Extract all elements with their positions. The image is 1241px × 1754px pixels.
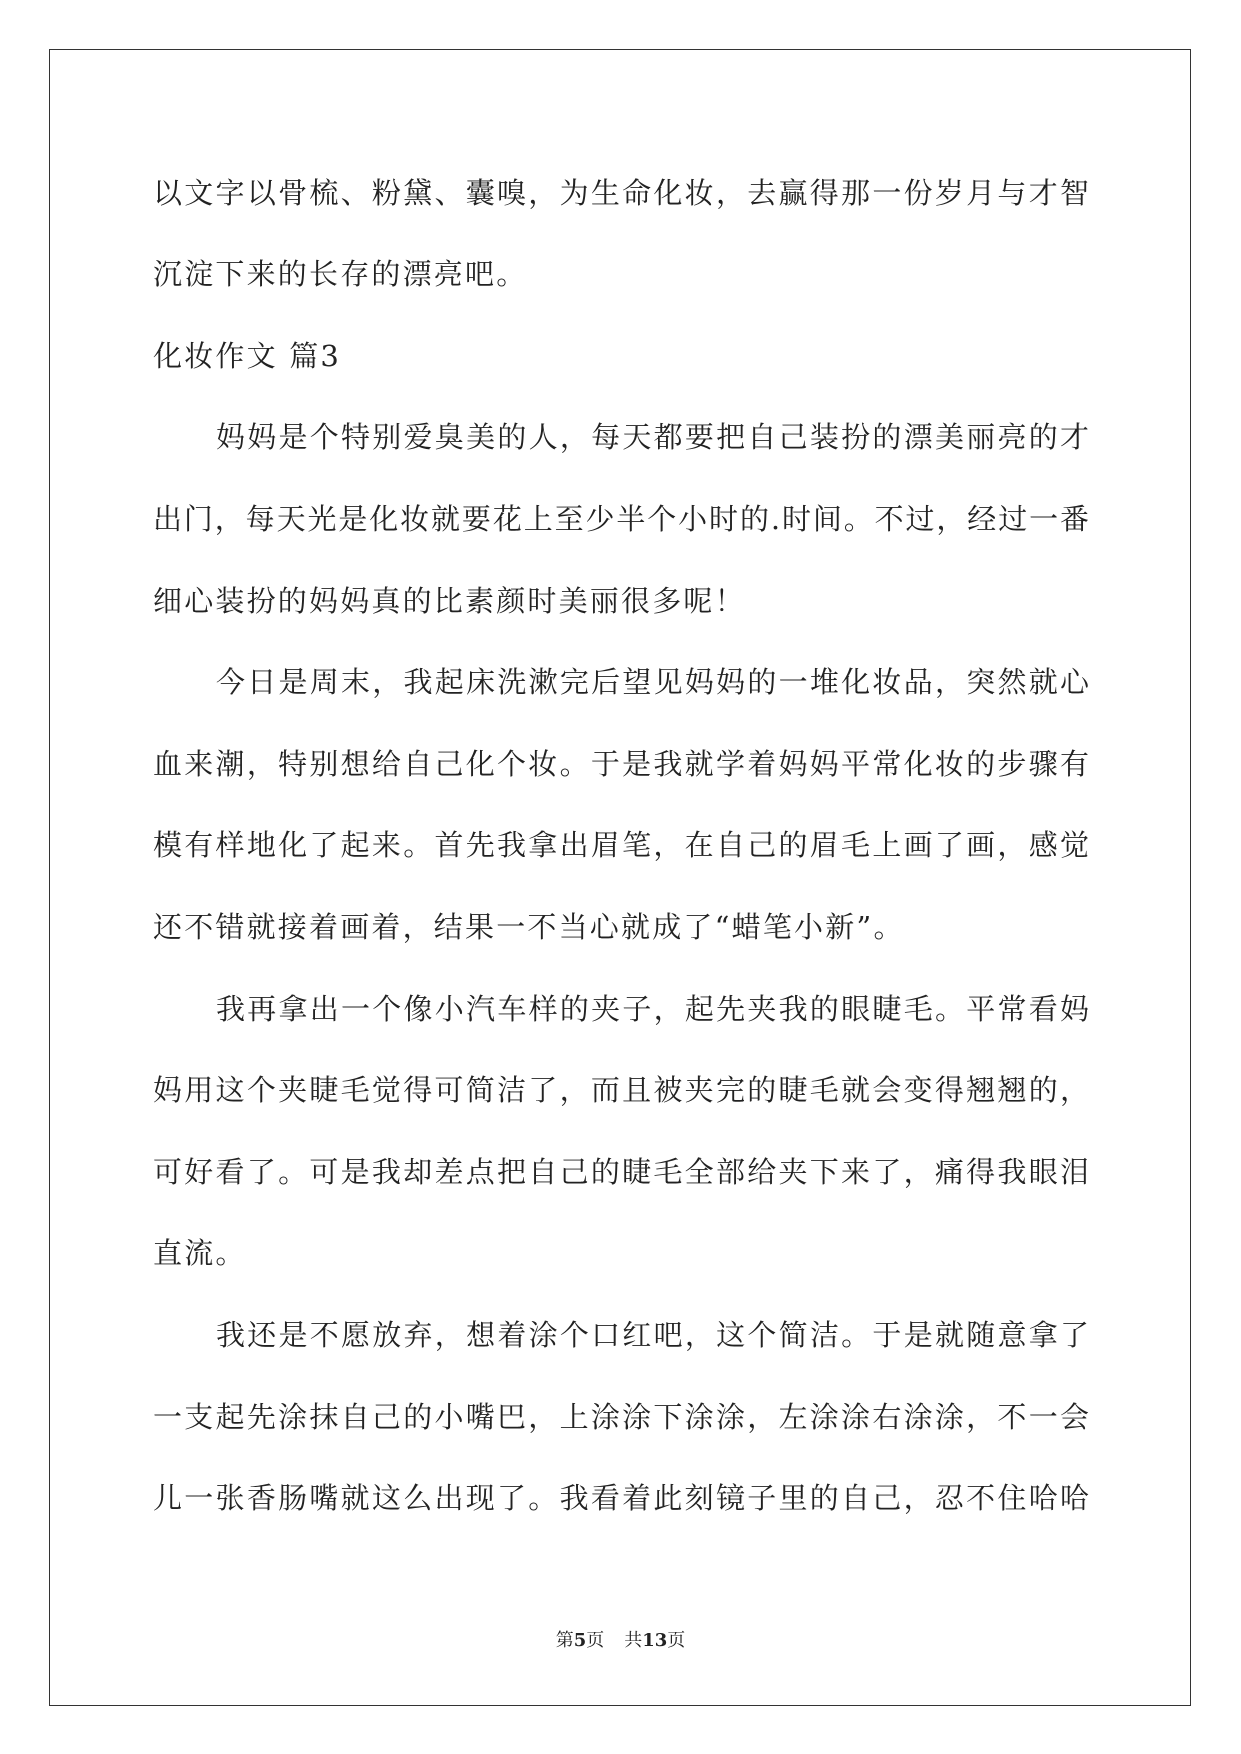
body-line: 儿一张香肠嘴就这么出现了。我看着此刻镜子里的自己，忍不住哈哈 (153, 1481, 1089, 1516)
body-line: 还不错就接着画着，结果一不当心就成了“蜡笔小新”。 (153, 910, 905, 944)
body-line: 可好看了。可是我却差点把自己的睫毛全部给夹下来了，痛得我眼泪 (153, 1154, 1089, 1189)
body-line: 今日是周末，我起床洗漱完后望见妈妈的一堆化妆品，突然就心 (216, 665, 1089, 700)
current-page-number: 5 (573, 1630, 587, 1651)
body-line: 妈妈是个特别爱臭美的人，每天都要把自己装扮的漂美丽亮的才 (216, 420, 1089, 455)
body-line: 模有样地化了起来。首先我拿出眉笔，在自己的眉毛上画了画，感觉 (153, 828, 1089, 863)
body-line: 血来潮，特别想给自己化个妆。于是我就学着妈妈平常化妆的步骤有 (153, 746, 1089, 781)
body-line: 出门，每天光是化妆就要花上至少半个小时的.时间。不过，经过一番 (153, 502, 1089, 536)
body-line: 我还是不愿放弃，想着涂个口红吧，这个简洁。于是就随意拿了 (216, 1318, 1089, 1352)
total-prefix: 共 (624, 1630, 643, 1651)
body-line: 以文字以骨梳、粉黛、囊嗅，为生命化妆，去赢得那一份岁月与才智 (153, 175, 1089, 210)
total-unit: 页 (667, 1630, 686, 1651)
page-border (49, 49, 1191, 1706)
body-line: 我再拿出一个像小汽车样的夹子，起先夹我的眼睫毛。平常看妈 (216, 991, 1089, 1026)
body-line: 一支起先涂抹自己的小嘴巴，上涂涂下涂涂，左涂涂右涂涂，不一会 (153, 1399, 1089, 1434)
body-line: 直流。 (153, 1236, 247, 1271)
body-line: 妈用这个夹睫毛觉得可简洁了，而且被夹完的睫毛就会变得翘翘的， (153, 1073, 1089, 1108)
page-prefix: 第 (555, 1630, 574, 1651)
body-line: 细心装扮的妈妈真的比素颜时美丽很多呢！ (153, 583, 746, 618)
body-line: 沉淀下来的长存的漂亮吧。 (153, 257, 528, 292)
section-title: 化妆作文 篇3 (153, 338, 342, 373)
page-number (0, 1628, 1241, 1654)
total-page-number: 13 (642, 1630, 668, 1651)
page-unit: 页 (586, 1630, 605, 1651)
